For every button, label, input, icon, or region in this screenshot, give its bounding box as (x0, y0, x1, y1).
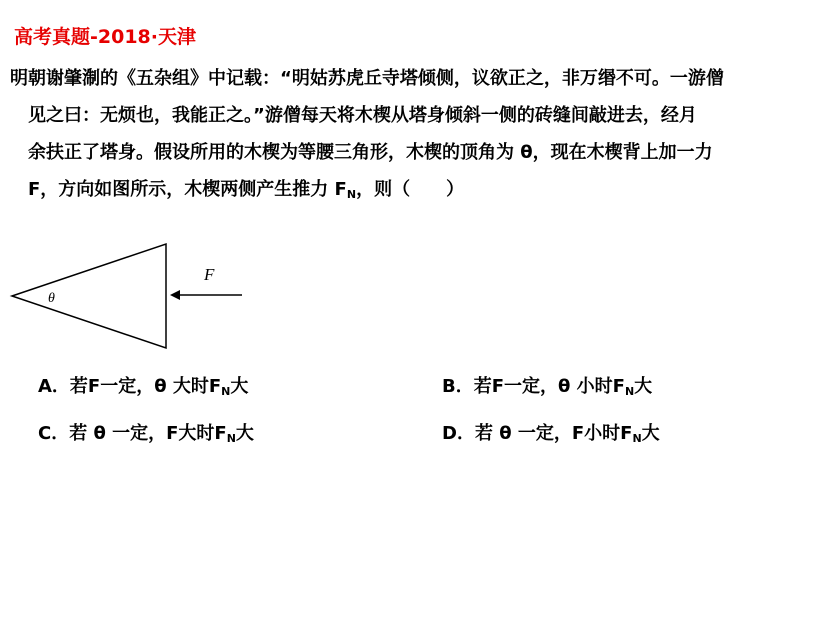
exam-source-title: 高考真题-2018·天津 (14, 26, 196, 48)
option-b[interactable]: B．若F一定，θ 小时$F_N$大 (442, 376, 653, 398)
wedge-triangle (12, 244, 166, 348)
question-line-4-text: F，方向如图所示，木楔两侧产生推力 F (28, 179, 347, 200)
option-d[interactable]: D．若 θ 一定，F小时$F_N$大 (442, 423, 660, 445)
force-arrow-head (170, 290, 180, 300)
question-line-4-end: ，则（ ） (356, 179, 465, 200)
question-line-4 (10, 171, 826, 213)
subscript-n: N (346, 188, 357, 201)
force-f-label: F (204, 265, 215, 284)
question-line-2: 见之曰：无烦也，我能正之。”游僧每天将木楔从塔身倾斜一侧的砖缝间敲进去，经月 (28, 105, 697, 126)
question-stem (10, 60, 826, 213)
question-line-1: 明朝谢肇淛的《五杂组》中记载：“明姑苏虎丘寺塔倾侧，议欲正之，非万缗不可。一游僧 (10, 68, 724, 89)
option-a[interactable]: A．若F一定，θ 大时$F_N$大 (38, 376, 249, 398)
question-line-3: 余扶正了塔身。假设所用的木楔为等腰三角形，木楔的顶角为 θ，现在木楔背上加一力 (28, 142, 713, 163)
angle-theta-label: θ (48, 291, 55, 306)
wedge-force-figure (8, 240, 248, 350)
option-c[interactable]: C．若 θ 一定，F大时$F_N$大 (38, 423, 254, 445)
